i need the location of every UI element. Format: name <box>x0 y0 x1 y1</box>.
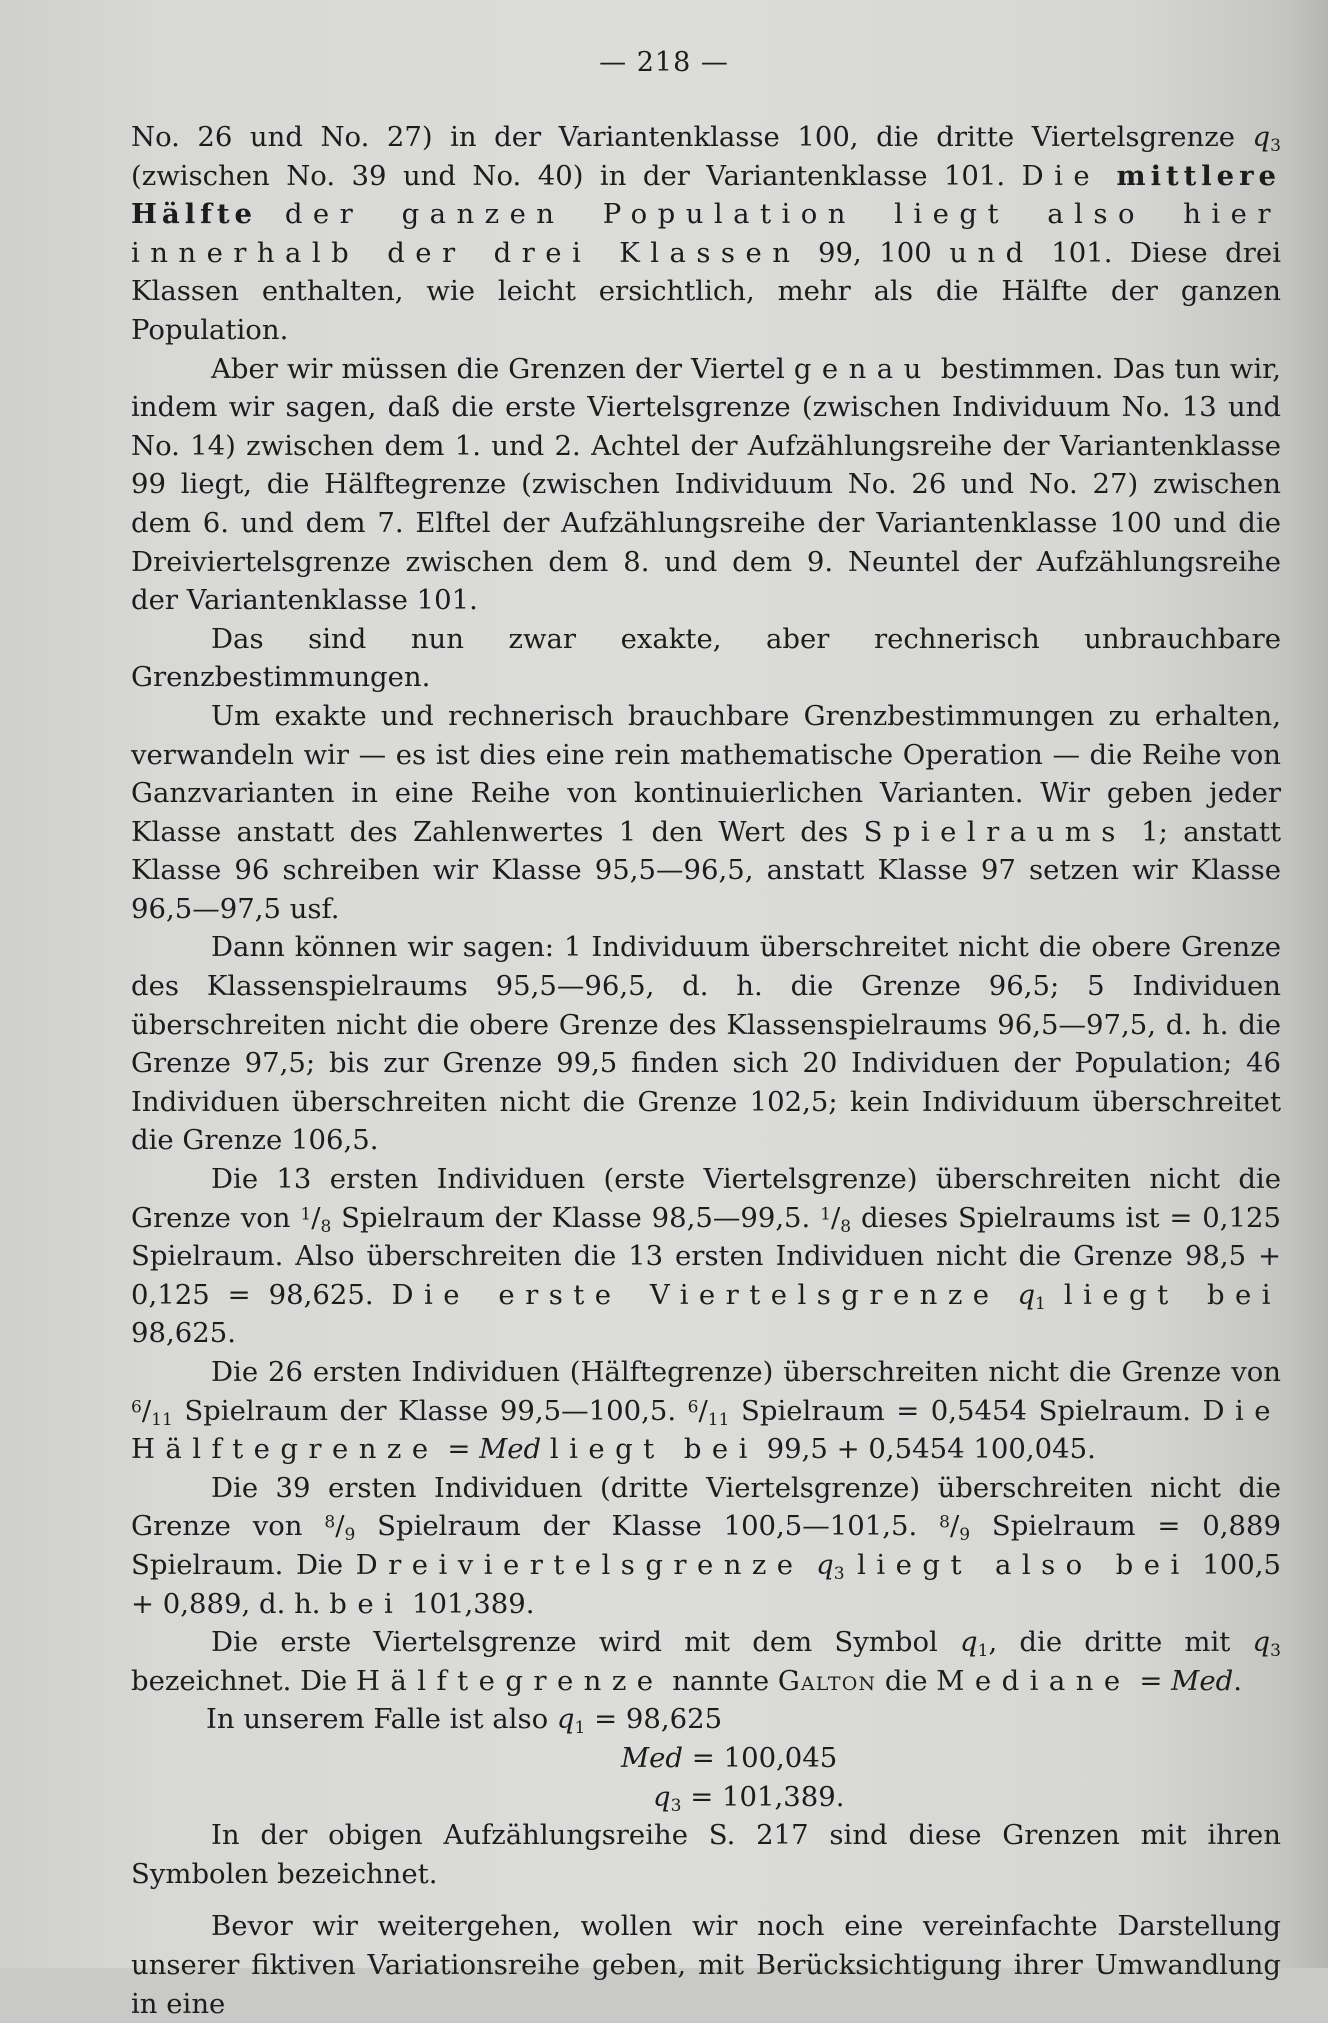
paragraph-8: Die 39 ersten Individuen (dritte Viertelsgrenze) überschreiten nicht die Grenze von $^8$/9 Spielraum der Klasse 100,5—101,5. $^8$/9 Spielraum = 0,889 Spielraum. Die Dreiviertelsgrenze $q_3$ liegt also bei 100,5 + 0,889, d. h. bei 101,389. <box>131 1471 1282 1620</box>
text-run: bestimmen. Das tun wir, indem wir sagen, daß die erste Viertelsgrenze (zwischen Individuum No. 13 und No. 14) zwischen dem 1. und 2. Achtel der Aufzählungsreihe der Variantenklasse 99 liegt, die Hälftegrenze (zwischen Individuum No. 26 und No. 27) zwischen dem 6. und dem 7. Elftel der Aufzählungsreihe der Variantenklasse 100 und die Dreiviertelsgrenze zwischen dem 8. und dem 9. Neuntel der Aufzählungsreihe der Variantenklasse 101. <box>131 352 1281 617</box>
summary-value: = 100,045 <box>683 1741 838 1774</box>
summary-row-q3 <box>131 1778 1281 1817</box>
text-run: die <box>876 1664 937 1697</box>
spaced-text: Spielraums <box>863 815 1126 848</box>
page-body <box>131 118 1281 2023</box>
fraction-numerator: 6 <box>687 1396 699 1417</box>
text-run: (zwischen No. 39 und No. 40) in der Variantenklasse 101. <box>131 159 1022 192</box>
summary-row-med <box>131 1739 1281 1778</box>
subscript: 1 <box>977 1640 989 1661</box>
text-run: = <box>1130 1664 1172 1697</box>
paragraph-9 <box>131 1623 1281 1700</box>
spaced-text: Hälftegrenze <box>355 1664 664 1697</box>
paragraph-1 <box>131 118 1281 350</box>
paragraph-6: Die 13 ersten Individuen (erste Viertelsgrenze) überschreiten nicht die Grenze von $^1$/8 Spielraum der Klasse 98,5—99,5. $^1$/8 dieses Spielraums ist = 0,125 Spielraum. Also überschreiten die 13 ersten Individuen nicht die Grenze 98,5 + 0,125 = 98,625. Die erste Viertelsgrenze $q_1$ liegt bei 98,625. <box>131 1163 1281 1350</box>
spaced-text: bei <box>329 1587 404 1620</box>
fraction-denominator: 9 <box>959 1525 971 1546</box>
spaced-text: Die Hälftegrenze <box>131 1394 1281 1466</box>
spaced-text: Dreiviertelsgrenze <box>355 1548 804 1581</box>
fraction-denominator: 11 <box>151 1409 173 1430</box>
text-run: dieses Spielraums ist = 0,125 Spielraum. Also überschreiten die 13 ersten Individuen nicht die Grenze 98,5 + 0,125 = 98,625. <box>131 1201 1281 1311</box>
text-run: nannte <box>663 1664 778 1697</box>
paragraph-4 <box>131 697 1281 929</box>
subscript: 1 <box>1035 1293 1046 1314</box>
text-run: Um exakte und rechnerisch brauchbare Grenzbestimmungen zu erhalten, verwandeln wir — es ist dies eine rein mathematische Operation — die Reihe von Ganzvarianten in eine Reihe von kontinuierlichen Varianten. Wir geben jeder Klasse anstatt des Zahlenwertes 1 den Wert des <box>131 699 1281 848</box>
fraction-numerator: 8 <box>939 1512 950 1533</box>
paragraph-11: Bevor wir weitergehen, wollen wir noch eine vereinfachte Darstellung unserer fiktiven Variationsreihe geben, mit Berücksichtigung ihrer Umwandlung in eine <box>131 1910 1281 2020</box>
text-run: Spielraum = 0,5454 Spielraum. <box>729 1394 1203 1427</box>
symbol-q3: q <box>653 1780 671 1813</box>
summary-value: = 98,625 <box>585 1703 723 1736</box>
symbol-med: Med <box>1171 1664 1234 1697</box>
page-number: — 218 — <box>599 47 729 78</box>
text-run: Die 26 ersten Individuen (Hälftegrenze) überschreiten nicht die Grenze von <box>211 1356 1281 1388</box>
fraction-numerator: 1 <box>300 1203 312 1224</box>
spaced-text: Die <box>1021 159 1101 192</box>
paragraph-gap <box>131 1893 1281 1907</box>
symbol-q3: q <box>816 1548 834 1581</box>
symbol-q3: q <box>1252 1626 1271 1659</box>
symbol-q3: q <box>1252 121 1271 153</box>
quartile-summary <box>131 1700 1281 1816</box>
symbol-med: Med <box>621 1741 684 1774</box>
fraction-denominator: 8 <box>840 1216 852 1237</box>
text-run: 99, 100 <box>800 236 950 269</box>
spaced-text: Die erste Viertelsgrenze <box>391 1278 1000 1311</box>
spaced-text: genau <box>793 352 932 385</box>
text-run: 98,625. <box>131 1317 236 1350</box>
symbol-q1: q <box>1017 1278 1036 1311</box>
paragraph-5: Dann können wir sagen: 1 Individuum überschreitet nicht die obere Grenze des Klassenspielraums 95,5—96,5, d. h. die Grenze 96,5; 5 Individuen überschreiten nicht die obere Grenze des Klassenspielraums 96,5—97,5, d. h. die Grenze 97,5; bis zur Grenze 99,5 finden sich 20 Individuen der Population; 46 Individuen überschreiten nicht die Grenze 102,5; kein Individuum überschreitet die Grenze 106,5. <box>131 931 1281 1157</box>
symbol-med: Med <box>479 1433 542 1466</box>
author-name: Galton <box>777 1664 877 1697</box>
spaced-text: der ganzen Population liegt also hier innerhalb der drei Klassen <box>131 198 1282 269</box>
text-run: Spielraum der Klasse 99,5—100,5. <box>172 1394 688 1427</box>
text-run: , die dritte mit <box>988 1626 1253 1659</box>
text-run: Die erste Viertelsgrenze wird mit dem Symbol <box>211 1626 961 1659</box>
summary-value: = 101,389. <box>681 1780 845 1813</box>
text-run: Die 39 ersten Individuen (dritte Viertelsgrenze) überschreiten nicht die Grenze von <box>131 1471 1281 1543</box>
paragraph-10: In der obigen Aufzählungsreihe S. 217 sind diese Grenzen mit ihren Symbolen bezeichnet. <box>131 1819 1281 1890</box>
text-run: 1; anstatt Klasse 96 schreiben wir Klasse 95,5—96,5, anstatt Klasse 97 setzen wir Klasse 96,5—97,5 usf. <box>131 815 1281 925</box>
subscript: 3 <box>833 1563 845 1584</box>
text-run: . <box>1233 1664 1242 1697</box>
spaced-text: liegt bei <box>1063 1278 1281 1311</box>
fraction-denominator: 11 <box>707 1409 730 1430</box>
text-run: bezeichnet. Die <box>131 1664 356 1697</box>
symbol-q1: q <box>960 1626 978 1659</box>
text-run: Aber wir müssen die Grenzen der Viertel <box>211 352 794 385</box>
fraction-numerator: 1 <box>820 1203 831 1224</box>
text-run: 101,389. <box>403 1587 535 1620</box>
text-run: 101. Diese drei Klassen enthalten, wie leicht ersichtlich, mehr als die Hälfte der ganzen Population. <box>131 236 1282 346</box>
text-run: Spielraum der Klasse 98,5—99,5. <box>331 1201 821 1234</box>
paragraph-2 <box>131 350 1281 620</box>
text-run: = <box>438 1433 480 1466</box>
text-run: In unserem Falle ist also <box>206 1703 557 1736</box>
subscript: 1 <box>574 1718 586 1739</box>
fraction-denominator: 9 <box>344 1525 356 1546</box>
spaced-text: liegt bei <box>549 1433 758 1466</box>
spaced-text: Mediane <box>936 1664 1131 1697</box>
fraction-denominator: 8 <box>320 1216 332 1237</box>
text-run: Spielraum der Klasse 100,5—101,5. <box>355 1510 940 1543</box>
fraction-numerator: 8 <box>324 1512 336 1533</box>
text-run: No. 26 und No. 27) in der Variantenklasse 100, die dritte Viertelsgrenze <box>131 121 1253 153</box>
text-run: Die 13 ersten Individuen (erste Viertelsgrenze) überschreiten nicht die Grenze von <box>131 1163 1281 1234</box>
paragraph-7: Die 26 ersten Individuen (Hälftegrenze) überschreiten nicht die Grenze von $^6$/11 Spielraum der Klasse 99,5—100,5. $^6$/11 Spielraum = 0,5454 Spielraum. Die Hälftegrenze = Med liegt bei 99,5 + 0,5454 100,045. <box>131 1356 1281 1466</box>
symbol-q1: q <box>556 1703 575 1736</box>
bold-emphasis: mittlere Hälfte <box>131 159 1281 231</box>
subscript: 3 <box>670 1795 682 1816</box>
summary-row-q1 <box>131 1700 1281 1739</box>
text-run: Spielraum = 0,889 Spielraum. Die <box>131 1510 1281 1581</box>
spaced-text: und <box>949 236 1034 269</box>
paragraph-3: Das sind nun zwar exakte, aber rechnerisch unbrauchbare Grenzbestimmungen. <box>131 622 1281 694</box>
subscript: 3 <box>1270 1640 1281 1661</box>
subscript: 3 <box>1270 135 1281 156</box>
spaced-text: liegt also bei <box>857 1548 1190 1581</box>
fraction-numerator: 6 <box>131 1396 142 1417</box>
text-run: 100,5 + 0,889, d. h. <box>131 1548 1282 1620</box>
text-run: 99,5 + 0,5454 100,045. <box>757 1433 1096 1466</box>
